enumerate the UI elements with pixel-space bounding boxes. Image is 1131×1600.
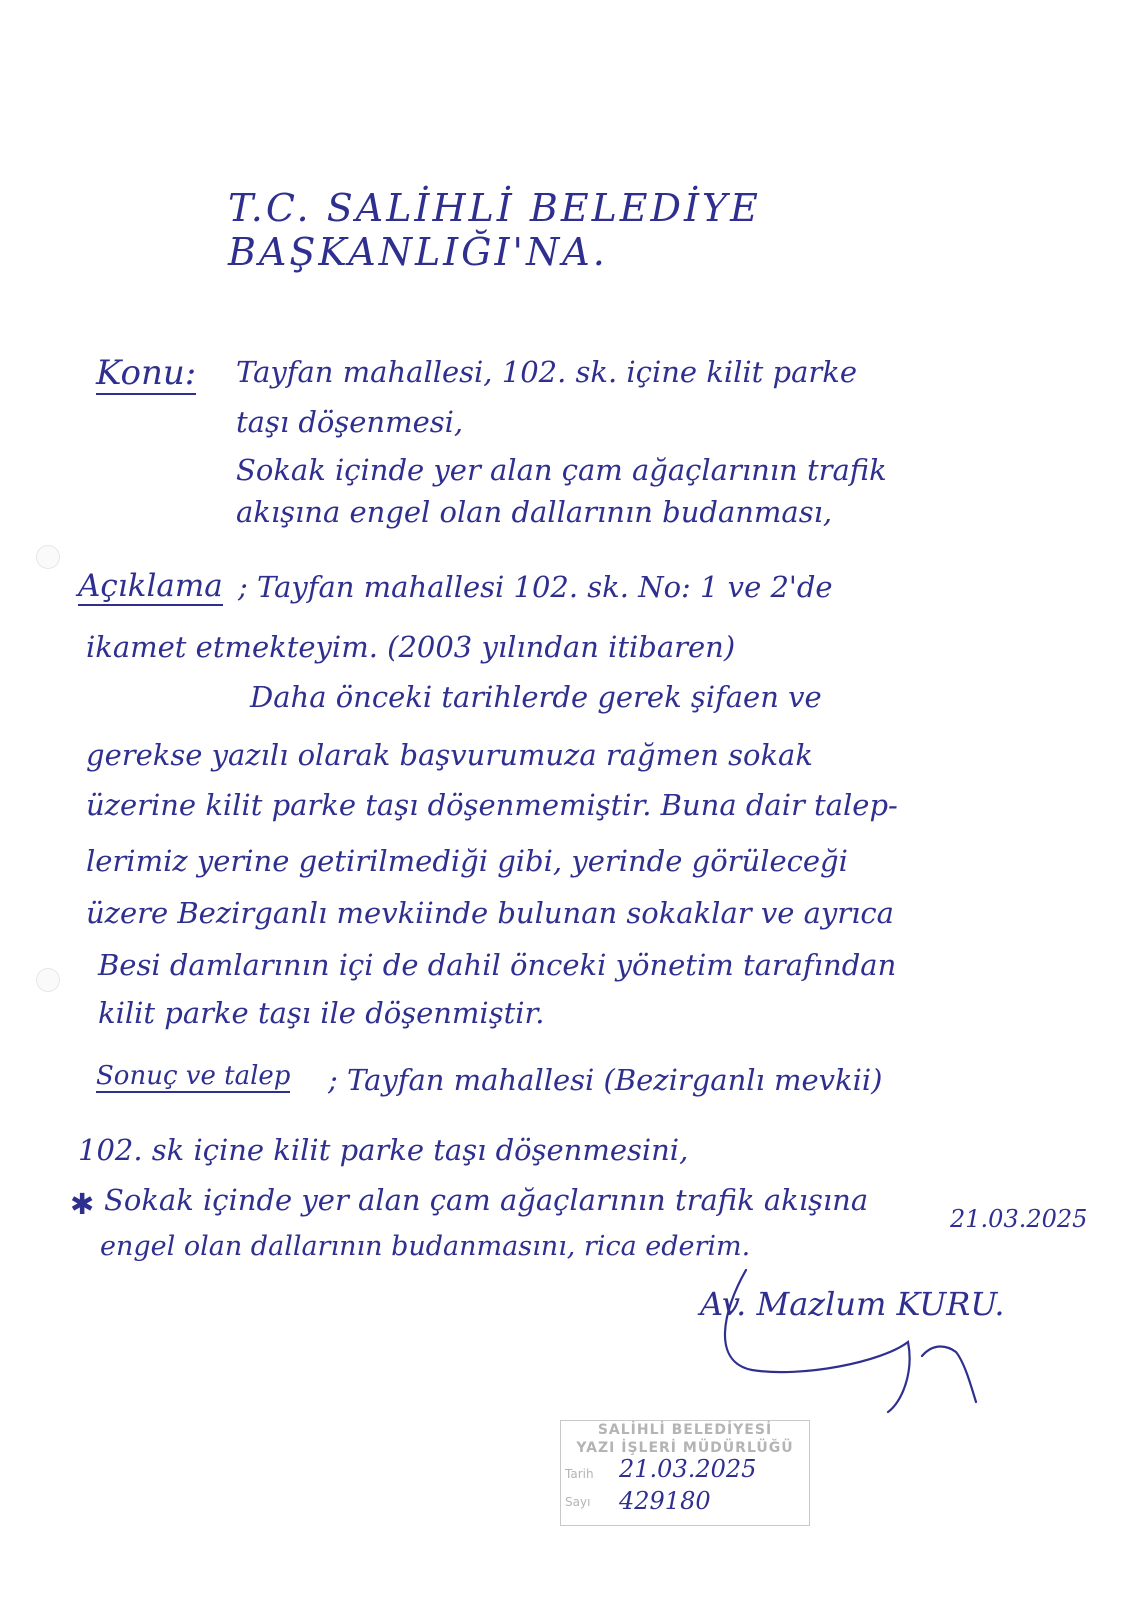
- aciklama-line: kilit parke taşı ile döşenmiştir.: [98, 996, 545, 1030]
- aciklama-line: Daha önceki tarihlerde gerek şifaen ve: [250, 680, 822, 714]
- stamp-institution: SALİHLİ BELEDİYESİ: [597, 1422, 773, 1438]
- aciklama-first-line: ; Tayfan mahallesi 102. sk. No: 1 ve 2'de: [238, 570, 833, 604]
- stamp-department: YAZI İŞLERİ MÜDÜRLÜĞÜ: [576, 1440, 794, 1456]
- konu-line: akışına engel olan dallarının budanması,: [236, 495, 833, 529]
- stamp-date-value: 21.03.2025: [619, 1455, 757, 1483]
- aciklama-label: Açıklama: [78, 568, 223, 604]
- letter-title: T.C. SALİHLİ BELEDİYE BAŞKANLIĞI'NA.: [228, 186, 761, 274]
- star-bullet-icon: ✱: [70, 1187, 95, 1221]
- letter-date: 21.03.2025: [950, 1205, 1088, 1233]
- registry-stamp: [560, 1420, 810, 1526]
- stamp-date-label: Tarih: [565, 1467, 594, 1481]
- punch-hole-bottom: [36, 968, 60, 992]
- sonuc-first-line: ; Tayfan mahallesi (Bezirganlı mevkii): [328, 1063, 883, 1097]
- sonuc-line: engel olan dallarının budanmasını, rica ederim.: [100, 1231, 751, 1262]
- aciklama-line: üzerine kilit parke taşı döşenmemiştir. Buna dair talep-: [86, 788, 898, 822]
- stamp-number-label: Sayı: [565, 1495, 591, 1509]
- konu-label: Konu:: [96, 353, 197, 393]
- punch-hole-top: [36, 545, 60, 569]
- sonuc-label: Sonuç ve talep: [96, 1061, 291, 1091]
- aciklama-line: üzere Bezirganlı mevkiinde bulunan sokaklar ve ayrıca: [86, 896, 894, 930]
- signature-scrawl: [712, 1252, 992, 1422]
- stamp-number-value: 429180: [619, 1487, 711, 1515]
- aciklama-line: Besi damlarının içi de dahil önceki yönetim tarafından: [98, 948, 897, 982]
- konu-line: Sokak içinde yer alan çam ağaçlarının trafik: [236, 453, 887, 487]
- signature-name: Av. Mazlum KURU.: [700, 1285, 1005, 1323]
- aciklama-line: ikamet etmekteyim. (2003 yılından itibaren): [86, 630, 736, 664]
- konu-line: taşı döşenmesi,: [236, 405, 464, 439]
- aciklama-line: lerimiz yerine getirilmediği gibi, yerinde görüleceği: [86, 844, 848, 878]
- aciklama-line: gerekse yazılı olarak başvurumuza rağmen sokak: [86, 738, 813, 772]
- konu-section: [96, 345, 1096, 545]
- sonuc-line: Sokak içinde yer alan çam ağaçlarının trafik akışına: [104, 1183, 869, 1217]
- sonuc-line: 102. sk içine kilit parke taşı döşenmesini,: [78, 1133, 689, 1167]
- sonuc-section: [70, 1055, 1108, 1285]
- aciklama-section: [78, 560, 1098, 1030]
- konu-line: Tayfan mahallesi, 102. sk. içine kilit parke: [236, 355, 857, 389]
